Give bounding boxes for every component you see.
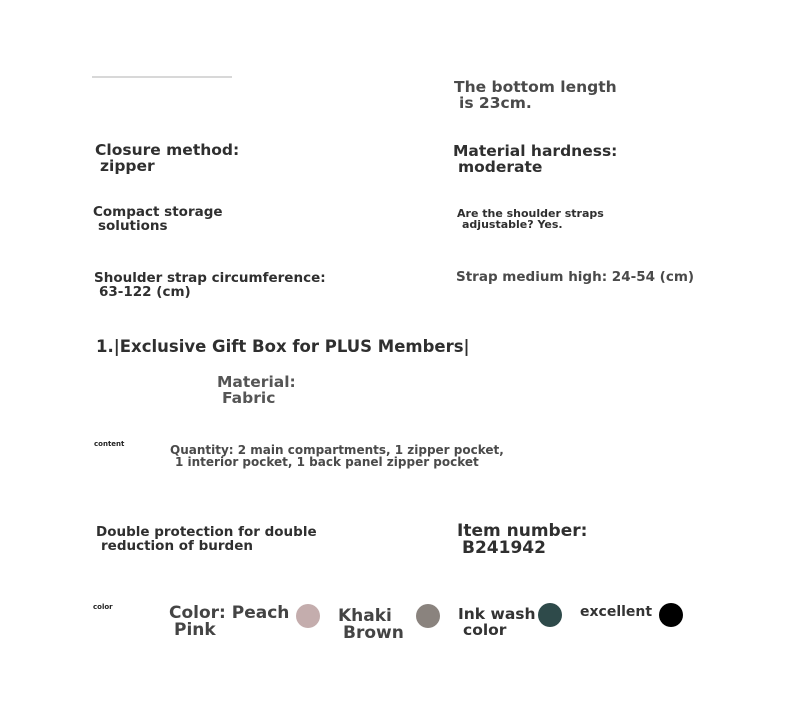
item-number: [457, 523, 587, 557]
ink-wash-line2: color: [463, 620, 507, 639]
bottom-length-line1: The bottom length: [454, 78, 617, 96]
gift-box-text: 1.|Exclusive Gift Box for PLUS Members|: [96, 337, 470, 356]
gift-box-heading: [96, 339, 470, 356]
peach-pink-swatch[interactable]: [296, 604, 320, 628]
material-label: Material:: [217, 373, 296, 391]
color-option-excellent[interactable]: [580, 605, 652, 619]
khaki-brown-line1: Khaki: [338, 606, 392, 626]
quantity-line1: Quantity: 2 main compartments, 1 zipper pocket,: [170, 443, 504, 457]
quantity: [170, 444, 504, 468]
closure-method: [95, 143, 239, 174]
double-protection: [96, 526, 317, 553]
double-protection-line2: reduction of burden: [101, 537, 253, 554]
material: [217, 375, 296, 406]
material-hardness: [453, 144, 617, 175]
color-option-ink-wash[interactable]: [458, 607, 536, 638]
excellent-line1: excellent: [580, 604, 653, 620]
strap-medium-high: [456, 271, 694, 285]
adjustable-line2: adjustable? Yes.: [462, 218, 563, 231]
compact-storage-line1: Compact storage: [93, 204, 223, 220]
compact-storage: [93, 206, 223, 233]
ink-wash-swatch[interactable]: [538, 603, 562, 627]
bottom-length-line2: is 23cm.: [459, 93, 532, 112]
peach-pink-line2: Pink: [174, 620, 216, 640]
khaki-brown-swatch[interactable]: [416, 604, 440, 628]
ink-wash-line1: Ink wash: [458, 605, 536, 623]
quantity-line2: 1 interior pocket, 1 back panel zipper pocket: [175, 455, 479, 469]
double-protection-line1: Double protection for double: [96, 524, 317, 540]
excellent-swatch[interactable]: [659, 603, 683, 627]
color-label: color: [93, 603, 113, 611]
material-hardness-label: Material hardness:: [453, 142, 618, 160]
compact-storage-line2: solutions: [98, 217, 168, 234]
item-number-value: B241942: [462, 538, 546, 558]
color-option-peach-pink[interactable]: [169, 605, 289, 639]
faint-header-strip: [92, 76, 232, 78]
bottom-length: [454, 80, 617, 111]
khaki-brown-line2: Brown: [343, 623, 404, 643]
strap-circumference-value: 63-122 (cm): [99, 283, 191, 300]
content-label: content: [94, 440, 125, 448]
material-hardness-value: moderate: [458, 157, 543, 176]
adjustable-line1: Are the shoulder straps: [457, 207, 604, 220]
material-value: Fabric: [222, 388, 276, 407]
color-option-khaki-brown[interactable]: [338, 608, 404, 642]
strap-circumference-label: Shoulder strap circumference:: [94, 270, 326, 286]
item-number-label: Item number:: [457, 521, 588, 541]
shoulder-straps-adjustable: [457, 208, 604, 230]
strap-medium-high-text: Strap medium high: 24-54 (cm): [456, 269, 695, 285]
closure-method-label: Closure method:: [95, 141, 240, 159]
peach-pink-line1: Color: Peach: [169, 603, 290, 623]
strap-circumference: [94, 272, 326, 299]
closure-method-value: zipper: [100, 156, 155, 175]
